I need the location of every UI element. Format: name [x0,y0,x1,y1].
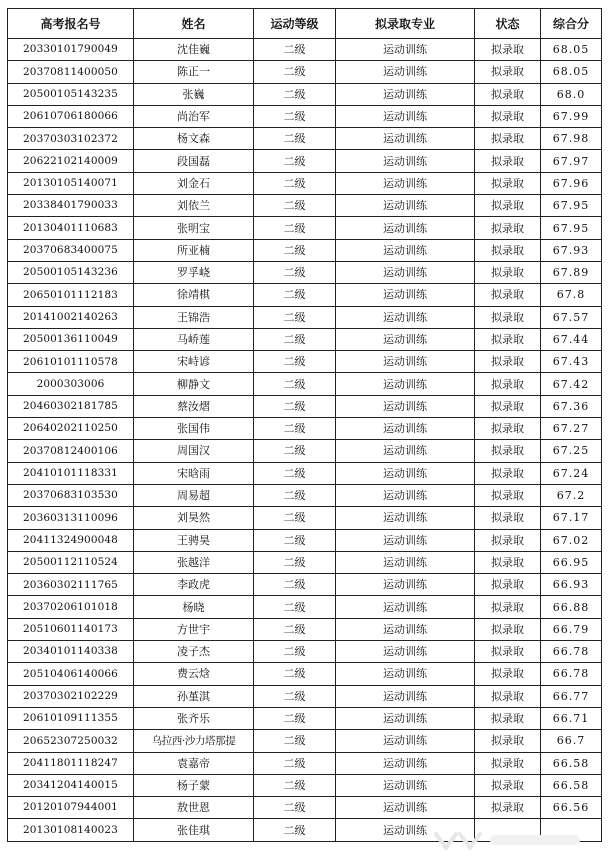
status-cell: 拟录取 [475,484,541,506]
exam-id-cell: 20120107944001 [8,797,134,819]
table-row [8,774,602,796]
name-cell: 徐靖棋 [134,284,254,306]
exam-id-cell: 20500136110049 [8,328,134,350]
major-cell: 运动训练 [336,574,475,596]
major-cell: 运动训练 [336,150,475,172]
status-cell: 拟录取 [475,83,541,105]
status-cell: 拟录取 [475,752,541,774]
name-cell: 王锦浩 [134,306,254,328]
status-cell: 拟录取 [475,707,541,729]
major-cell: 运动训练 [336,663,475,685]
major-cell: 运动训练 [336,641,475,663]
sport-level-cell: 二级 [254,730,336,752]
score-cell: 67.8 [541,284,602,306]
table-row [8,484,602,506]
status-cell: 拟录取 [475,418,541,440]
name-cell: 凌子杰 [134,641,254,663]
status-cell: 拟录取 [475,195,541,217]
score-cell: 67.57 [541,306,602,328]
sport-level-cell: 二级 [254,774,336,796]
major-cell: 运动训练 [336,83,475,105]
name-cell: 张明宝 [134,217,254,239]
exam-id-cell: 20370683103530 [8,484,134,506]
table-row [8,707,602,729]
sport-level-cell: 二级 [254,373,336,395]
table-row [8,284,602,306]
sport-level-cell: 二级 [254,195,336,217]
exam-id-cell: 20360302111765 [8,574,134,596]
score-cell: 67.93 [541,239,602,261]
table-body [8,39,602,842]
status-cell: 拟录取 [475,373,541,395]
score-cell: 66.58 [541,752,602,774]
table-row [8,730,602,752]
header-sport-level: 运动等级 [254,9,336,39]
status-cell: 拟录取 [475,551,541,573]
name-cell: 柳静文 [134,373,254,395]
header-status: 状态 [475,9,541,39]
score-cell: 67.99 [541,105,602,127]
table-row [8,306,602,328]
table-row [8,440,602,462]
major-cell: 运动训练 [336,819,475,841]
major-cell: 运动训练 [336,685,475,707]
sport-level-cell: 二级 [254,83,336,105]
status-cell: 拟录取 [475,574,541,596]
status-cell: 拟录取 [475,529,541,551]
header-score: 综合分 [541,9,602,39]
sport-level-cell: 二级 [254,685,336,707]
table-row [8,462,602,484]
status-cell [475,819,541,841]
score-cell: 66.77 [541,685,602,707]
name-cell: 袁嘉帝 [134,752,254,774]
sport-level-cell: 二级 [254,797,336,819]
sport-level-cell: 二级 [254,663,336,685]
exam-id-cell: 20500112110524 [8,551,134,573]
sport-level-cell: 二级 [254,484,336,506]
table-row [8,172,602,194]
table-row [8,351,602,373]
major-cell: 运动训练 [336,507,475,529]
table-row [8,239,602,261]
score-cell: 67.17 [541,507,602,529]
major-cell: 运动训练 [336,596,475,618]
score-cell: 66.56 [541,797,602,819]
sport-level-cell: 二级 [254,529,336,551]
major-cell: 运动训练 [336,328,475,350]
table-row [8,217,602,239]
exam-id-cell: 20610101110578 [8,351,134,373]
sport-level-cell: 二级 [254,351,336,373]
table-row [8,328,602,350]
exam-id-cell: 20510601140173 [8,618,134,640]
table-row [8,61,602,83]
status-cell: 拟录取 [475,663,541,685]
score-cell: 67.97 [541,150,602,172]
status-cell: 拟录取 [475,351,541,373]
major-cell: 运动训练 [336,39,475,61]
name-cell: 王骋昊 [134,529,254,551]
name-cell: 张佳琪 [134,819,254,841]
status-cell: 拟录取 [475,328,541,350]
sport-level-cell: 二级 [254,105,336,127]
sport-level-cell: 二级 [254,418,336,440]
name-cell: 李政虎 [134,574,254,596]
sport-level-cell: 二级 [254,172,336,194]
score-cell: 67.43 [541,351,602,373]
exam-id-cell: 20652307250032 [8,730,134,752]
score-cell: 66.78 [541,663,602,685]
table-row [8,105,602,127]
exam-id-cell: 20460302181785 [8,395,134,417]
name-cell: 杨晓 [134,596,254,618]
exam-id-cell: 20650101112183 [8,284,134,306]
exam-id-cell: 20330101790049 [8,39,134,61]
exam-id-cell: 20130401110683 [8,217,134,239]
status-cell: 拟录取 [475,596,541,618]
name-cell: 罗孚峣 [134,261,254,283]
status-cell: 拟录取 [475,797,541,819]
sport-level-cell: 二级 [254,284,336,306]
major-cell: 运动训练 [336,172,475,194]
name-cell: 张越洋 [134,551,254,573]
exam-id-cell: 2000303006 [8,373,134,395]
status-cell: 拟录取 [475,462,541,484]
name-cell: 段国磊 [134,150,254,172]
exam-id-cell: 20340101140338 [8,641,134,663]
major-cell: 运动训练 [336,61,475,83]
major-cell: 运动训练 [336,284,475,306]
sport-level-cell: 二级 [254,39,336,61]
table-row [8,663,602,685]
table-row [8,529,602,551]
exam-id-cell: 20610109111355 [8,707,134,729]
major-cell: 运动训练 [336,707,475,729]
table-row [8,685,602,707]
major-cell: 运动训练 [336,306,475,328]
admission-table [7,8,602,842]
table-row [8,797,602,819]
score-cell: 66.95 [541,551,602,573]
table-row [8,195,602,217]
sport-level-cell: 二级 [254,507,336,529]
major-cell: 运动训练 [336,261,475,283]
score-cell: 66.93 [541,574,602,596]
score-cell: 67.95 [541,217,602,239]
table-row [8,83,602,105]
major-cell: 运动训练 [336,105,475,127]
table-row [8,574,602,596]
score-cell: 67.96 [541,172,602,194]
exam-id-cell: 20622102140009 [8,150,134,172]
sport-level-cell: 二级 [254,239,336,261]
header-row [8,9,602,39]
major-cell: 运动训练 [336,351,475,373]
score-cell: 67.02 [541,529,602,551]
status-cell: 拟录取 [475,284,541,306]
sport-level-cell: 二级 [254,707,336,729]
name-cell: 蔡汝熠 [134,395,254,417]
name-cell: 杨文森 [134,128,254,150]
name-cell: 沈佳巍 [134,39,254,61]
score-cell: 68.0 [541,83,602,105]
score-cell [541,819,602,841]
header-major: 拟录取专业 [336,9,475,39]
sport-level-cell: 二级 [254,217,336,239]
score-cell: 68.05 [541,39,602,61]
exam-id-cell: 20130105140071 [8,172,134,194]
name-cell: 乌拉西·沙力塔那提 [134,730,254,752]
sport-level-cell: 二级 [254,618,336,640]
major-cell: 运动训练 [336,395,475,417]
exam-id-cell: 20141002140263 [8,306,134,328]
status-cell: 拟录取 [475,261,541,283]
major-cell: 运动训练 [336,440,475,462]
sport-level-cell: 二级 [254,261,336,283]
score-cell: 67.27 [541,418,602,440]
status-cell: 拟录取 [475,306,541,328]
exam-id-cell: 20370303102372 [8,128,134,150]
sport-level-cell: 二级 [254,574,336,596]
major-cell: 运动训练 [336,484,475,506]
name-cell: 孙堇淇 [134,685,254,707]
name-cell: 费云焓 [134,663,254,685]
sport-level-cell: 二级 [254,819,336,841]
table-row [8,150,602,172]
status-cell: 拟录取 [475,618,541,640]
name-cell: 宋晗雨 [134,462,254,484]
major-cell: 运动训练 [336,752,475,774]
status-cell: 拟录取 [475,61,541,83]
status-cell: 拟录取 [475,105,541,127]
table-row [8,618,602,640]
header-name: 姓名 [134,9,254,39]
name-cell: 敖世恩 [134,797,254,819]
table-row [8,395,602,417]
major-cell: 运动训练 [336,730,475,752]
name-cell: 刘金石 [134,172,254,194]
major-cell: 运动训练 [336,797,475,819]
exam-id-cell: 20411324900048 [8,529,134,551]
table-row [8,261,602,283]
exam-id-cell: 20370683400075 [8,239,134,261]
table-row [8,752,602,774]
score-cell: 66.79 [541,618,602,640]
name-cell: 马峤莲 [134,328,254,350]
exam-id-cell: 20411801118247 [8,752,134,774]
score-cell: 67.89 [541,261,602,283]
status-cell: 拟录取 [475,172,541,194]
table-row [8,507,602,529]
status-cell: 拟录取 [475,774,541,796]
sport-level-cell: 二级 [254,596,336,618]
major-cell: 运动训练 [336,774,475,796]
exam-id-cell: 20410101118331 [8,462,134,484]
name-cell: 周易超 [134,484,254,506]
score-cell: 68.05 [541,61,602,83]
sport-level-cell: 二级 [254,395,336,417]
exam-id-cell: 20360313110096 [8,507,134,529]
sport-level-cell: 二级 [254,61,336,83]
status-cell: 拟录取 [475,217,541,239]
exam-id-cell: 20510406140066 [8,663,134,685]
score-cell: 66.71 [541,707,602,729]
major-cell: 运动训练 [336,418,475,440]
name-cell: 张国伟 [134,418,254,440]
status-cell: 拟录取 [475,685,541,707]
name-cell: 所亚楠 [134,239,254,261]
score-cell: 67.24 [541,462,602,484]
score-cell: 67.98 [541,128,602,150]
table-row [8,373,602,395]
major-cell: 运动训练 [336,551,475,573]
major-cell: 运动训练 [336,462,475,484]
status-cell: 拟录取 [475,395,541,417]
status-cell: 拟录取 [475,150,541,172]
table-row [8,418,602,440]
score-cell: 66.58 [541,774,602,796]
sport-level-cell: 二级 [254,641,336,663]
status-cell: 拟录取 [475,239,541,261]
name-cell: 宋峙谚 [134,351,254,373]
score-cell: 66.88 [541,596,602,618]
table-row [8,596,602,618]
sport-level-cell: 二级 [254,128,336,150]
score-cell: 67.25 [541,440,602,462]
name-cell: 周国汉 [134,440,254,462]
name-cell: 方世宇 [134,618,254,640]
sport-level-cell: 二级 [254,551,336,573]
exam-id-cell: 20338401790033 [8,195,134,217]
header-exam-id: 高考报名号 [8,9,134,39]
major-cell: 运动训练 [336,239,475,261]
status-cell: 拟录取 [475,730,541,752]
score-cell: 67.95 [541,195,602,217]
table-row [8,128,602,150]
table-row [8,819,602,841]
sport-level-cell: 二级 [254,440,336,462]
name-cell: 刘依兰 [134,195,254,217]
score-cell: 67.44 [541,328,602,350]
major-cell: 运动训练 [336,217,475,239]
exam-id-cell: 20370206101018 [8,596,134,618]
name-cell: 张齐乐 [134,707,254,729]
exam-id-cell: 20370302102229 [8,685,134,707]
exam-id-cell: 20640202110250 [8,418,134,440]
exam-id-cell: 20130108140023 [8,819,134,841]
exam-id-cell: 20500105143235 [8,83,134,105]
name-cell: 刘昊然 [134,507,254,529]
sport-level-cell: 二级 [254,462,336,484]
exam-id-cell: 20341204140015 [8,774,134,796]
sport-level-cell: 二级 [254,306,336,328]
table-row [8,39,602,61]
score-cell: 66.7 [541,730,602,752]
major-cell: 运动训练 [336,618,475,640]
status-cell: 拟录取 [475,507,541,529]
status-cell: 拟录取 [475,128,541,150]
sport-level-cell: 二级 [254,752,336,774]
name-cell: 陈正一 [134,61,254,83]
exam-id-cell: 20500105143236 [8,261,134,283]
score-cell: 67.42 [541,373,602,395]
score-cell: 66.78 [541,641,602,663]
major-cell: 运动训练 [336,373,475,395]
sport-level-cell: 二级 [254,328,336,350]
status-cell: 拟录取 [475,39,541,61]
score-cell: 67.2 [541,484,602,506]
table-row [8,641,602,663]
major-cell: 运动训练 [336,529,475,551]
status-cell: 拟录取 [475,440,541,462]
name-cell: 尚治军 [134,105,254,127]
score-cell: 67.36 [541,395,602,417]
table-row [8,551,602,573]
sport-level-cell: 二级 [254,150,336,172]
exam-id-cell: 20370811400050 [8,61,134,83]
exam-id-cell: 20370812400106 [8,440,134,462]
name-cell: 张巍 [134,83,254,105]
major-cell: 运动训练 [336,128,475,150]
major-cell: 运动训练 [336,195,475,217]
exam-id-cell: 20610706180066 [8,105,134,127]
table-header [8,9,602,39]
name-cell: 杨子蒙 [134,774,254,796]
status-cell: 拟录取 [475,641,541,663]
